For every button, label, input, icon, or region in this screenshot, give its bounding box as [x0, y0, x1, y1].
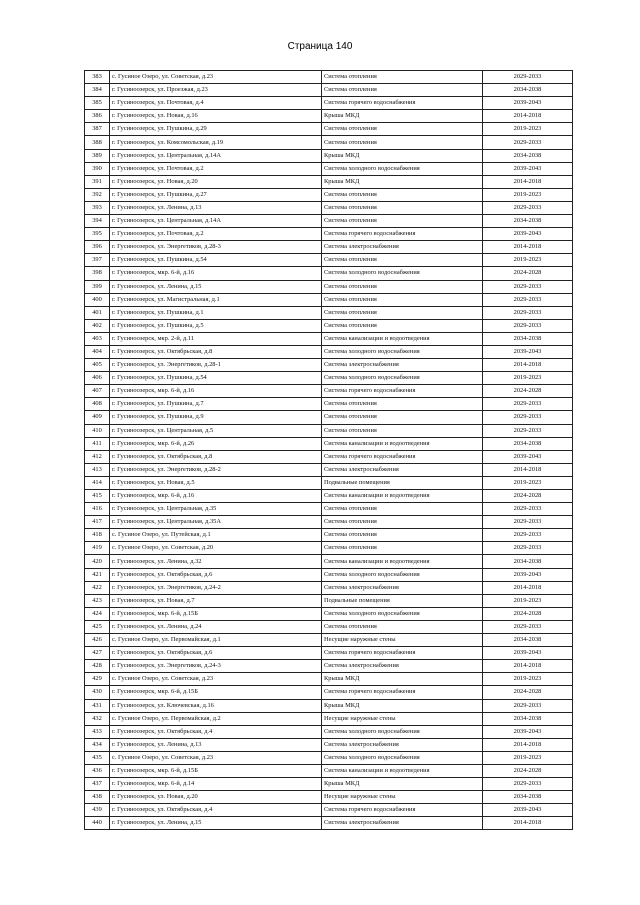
address-cell: г. Гусиноозерск, ул. Пушкина, д.7 [110, 398, 322, 411]
row-number: 417 [85, 516, 110, 529]
period-cell: 2014-2018 [483, 110, 573, 123]
period-cell: 2029-2033 [483, 398, 573, 411]
row-number: 437 [85, 778, 110, 791]
row-number: 388 [85, 136, 110, 149]
address-cell: г. Гусиноозерск, ул. Ленина, д.24 [110, 620, 322, 633]
system-cell: Система отопления [322, 201, 483, 214]
table-row [85, 555, 573, 568]
system-cell: Система отопления [322, 424, 483, 437]
system-cell: Система отопления [322, 306, 483, 319]
address-cell: с. Гусиное Озеро, ул. Первомайская, д.1 [110, 634, 322, 647]
page-title: Страница 140 [287, 41, 353, 52]
period-cell: 2019-2023 [483, 123, 573, 136]
system-cell: Система отопления [322, 542, 483, 555]
table-row [85, 791, 573, 804]
row-number: 395 [85, 228, 110, 241]
system-cell: Система отопления [322, 136, 483, 149]
system-cell: Система холодного водоснабжения [322, 162, 483, 175]
period-cell: 2024-2028 [483, 267, 573, 280]
table-row [85, 267, 573, 280]
table-row [85, 660, 573, 673]
period-cell: 2014-2018 [483, 241, 573, 254]
period-cell: 2029-2033 [483, 306, 573, 319]
system-cell: Система холодного водоснабжения [322, 267, 483, 280]
address-cell: г. Гусиноозерск, мкр. 6-й, д.15Б [110, 686, 322, 699]
table-row [85, 490, 573, 503]
row-number: 423 [85, 594, 110, 607]
table-row [85, 424, 573, 437]
system-cell: Система отопления [322, 188, 483, 201]
row-number: 413 [85, 463, 110, 476]
period-cell: 2039-2043 [483, 97, 573, 110]
address-cell: г. Гусиноозерск, ул. Центральная, д.5 [110, 424, 322, 437]
row-number: 385 [85, 97, 110, 110]
row-number: 398 [85, 267, 110, 280]
row-number: 387 [85, 123, 110, 136]
address-cell: г. Гусиноозерск, ул. Энергетиков, д.24-2 [110, 581, 322, 594]
period-cell: 2029-2033 [483, 699, 573, 712]
address-cell: г. Гусиноозерск, ул. Пушкина, д.27 [110, 188, 322, 201]
period-cell: 2039-2043 [483, 804, 573, 817]
system-cell: Система отопления [322, 319, 483, 332]
address-cell: г. Гусиноозерск, ул. Пушкина, д.1 [110, 306, 322, 319]
address-cell: г. Гусиноозерск, ул. Пушкина, д.29 [110, 123, 322, 136]
row-number: 420 [85, 555, 110, 568]
address-cell: г. Гусиноозерск, ул. Ключевская, д.16 [110, 699, 322, 712]
row-number: 409 [85, 411, 110, 424]
system-cell: Система отопления [322, 503, 483, 516]
period-cell: 2029-2033 [483, 778, 573, 791]
row-number: 400 [85, 293, 110, 306]
row-number: 438 [85, 791, 110, 804]
period-cell: 2029-2033 [483, 201, 573, 214]
table-row [85, 778, 573, 791]
row-number: 411 [85, 437, 110, 450]
address-cell: г. Гусиноозерск, ул. Октябрьская, д.4 [110, 725, 322, 738]
system-cell: Система горячего водоснабжения [322, 97, 483, 110]
row-number: 424 [85, 607, 110, 620]
period-cell: 2029-2033 [483, 136, 573, 149]
period-cell: 2039-2043 [483, 450, 573, 463]
period-cell: 2024-2028 [483, 490, 573, 503]
table-row [85, 620, 573, 633]
system-cell: Система отопления [322, 254, 483, 267]
table-row [85, 581, 573, 594]
row-number: 406 [85, 372, 110, 385]
row-number: 433 [85, 725, 110, 738]
period-cell: 2039-2043 [483, 725, 573, 738]
row-number: 383 [85, 71, 110, 84]
row-number: 396 [85, 241, 110, 254]
period-cell: 2014-2018 [483, 359, 573, 372]
table-row [85, 319, 573, 332]
table-row [85, 463, 573, 476]
table-row [85, 437, 573, 450]
address-cell: г. Гусиноозерск, ул. Ленина, д.13 [110, 201, 322, 214]
period-cell: 2034-2038 [483, 215, 573, 228]
period-cell: 2029-2033 [483, 71, 573, 84]
table-row [85, 738, 573, 751]
row-number: 419 [85, 542, 110, 555]
row-number: 440 [85, 817, 110, 830]
system-cell: Подвальные помещения [322, 476, 483, 489]
address-cell: с. Гусиное Озеро, ул. Советская, д.23 [110, 751, 322, 764]
row-number: 389 [85, 149, 110, 162]
row-number: 384 [85, 84, 110, 97]
row-number: 399 [85, 280, 110, 293]
row-number: 408 [85, 398, 110, 411]
period-cell: 2014-2018 [483, 817, 573, 830]
table-row [85, 804, 573, 817]
system-cell: Система канализации и водоотведения [322, 764, 483, 777]
table-row [85, 699, 573, 712]
period-cell: 2034-2038 [483, 634, 573, 647]
address-cell: г. Гусиноозерск, ул. Центральная, д.14А [110, 149, 322, 162]
address-cell: г. Гусиноозерск, ул. Почтовая, д.4 [110, 97, 322, 110]
table-body [85, 71, 573, 830]
period-cell: 2034-2038 [483, 84, 573, 97]
table-row [85, 634, 573, 647]
table-row [85, 71, 573, 84]
system-cell: Система горячего водоснабжения [322, 647, 483, 660]
system-cell: Система отопления [322, 411, 483, 424]
table-row [85, 673, 573, 686]
system-cell: Система электроснабжения [322, 581, 483, 594]
table-row [85, 306, 573, 319]
table-row [85, 372, 573, 385]
address-cell: г. Гусиноозерск, ул. Пушкина, д.9 [110, 411, 322, 424]
system-cell: Система отопления [322, 398, 483, 411]
table-row [85, 476, 573, 489]
row-number: 427 [85, 647, 110, 660]
row-number: 432 [85, 712, 110, 725]
period-cell: 2039-2043 [483, 228, 573, 241]
table-row [85, 712, 573, 725]
system-cell: Система горячего водоснабжения [322, 385, 483, 398]
address-cell: г. Гусиноозерск, мкр. 2-й, д.11 [110, 332, 322, 345]
table-row [85, 241, 573, 254]
period-cell: 2019-2023 [483, 372, 573, 385]
row-number: 386 [85, 110, 110, 123]
address-cell: г. Гусиноозерск, ул. Пушкина, д.5 [110, 319, 322, 332]
system-cell: Несущие наружные стены [322, 712, 483, 725]
address-cell: г. Гусиноозерск, ул. Почтовая, д.2 [110, 228, 322, 241]
row-number: 435 [85, 751, 110, 764]
table-row [85, 188, 573, 201]
address-cell: г. Гусиноозерск, мкр. 6-й, д.14 [110, 778, 322, 791]
address-cell: г. Гусиноозерск, ул. Ленина, д.15 [110, 280, 322, 293]
row-number: 415 [85, 490, 110, 503]
address-cell: г. Гусиноозерск, ул. Пушкина, д.54 [110, 372, 322, 385]
row-number: 391 [85, 175, 110, 188]
table-row [85, 123, 573, 136]
period-cell: 2029-2033 [483, 293, 573, 306]
table-row [85, 686, 573, 699]
period-cell: 2039-2043 [483, 647, 573, 660]
address-cell: г. Гусиноозерск, ул. Центральная, д.35 [110, 503, 322, 516]
row-number: 403 [85, 332, 110, 345]
period-cell: 2024-2028 [483, 607, 573, 620]
row-number: 418 [85, 529, 110, 542]
row-number: 430 [85, 686, 110, 699]
address-cell: г. Гусиноозерск, ул. Новая, д.20 [110, 175, 322, 188]
table-row [85, 254, 573, 267]
address-cell: г. Гусиноозерск, ул. Новая, д.7 [110, 594, 322, 607]
row-number: 426 [85, 634, 110, 647]
system-cell: Система горячего водоснабжения [322, 804, 483, 817]
period-cell: 2024-2028 [483, 385, 573, 398]
period-cell: 2029-2033 [483, 620, 573, 633]
row-number: 416 [85, 503, 110, 516]
address-cell: с. Гусиное Озеро, ул. Советская, д.23 [110, 71, 322, 84]
system-cell: Система отопления [322, 280, 483, 293]
system-cell: Система холодного водоснабжения [322, 372, 483, 385]
address-cell: г. Гусиноозерск, ул. Ленина, д.15 [110, 817, 322, 830]
table-row [85, 450, 573, 463]
address-cell: г. Гусиноозерск, ул. Комсомольская, д.19 [110, 136, 322, 149]
period-cell: 2014-2018 [483, 463, 573, 476]
system-cell: Крыша МКД [322, 175, 483, 188]
system-cell: Крыша МКД [322, 778, 483, 791]
period-cell: 2014-2018 [483, 175, 573, 188]
address-cell: с. Гусиное Озеро, ул. Путейская, д.1 [110, 529, 322, 542]
row-number: 397 [85, 254, 110, 267]
period-cell: 2019-2023 [483, 188, 573, 201]
address-cell: г. Гусиноозерск, мкр. 6-й, д.15Б [110, 607, 322, 620]
system-cell: Система отопления [322, 620, 483, 633]
address-cell: г. Гусиноозерск, мкр. 6-й, д.16 [110, 267, 322, 280]
row-number: 436 [85, 764, 110, 777]
system-cell: Система отопления [322, 71, 483, 84]
table-row [85, 503, 573, 516]
address-cell: с. Гусиное Озеро, ул. Советская, д.20 [110, 542, 322, 555]
system-cell: Крыша МКД [322, 110, 483, 123]
row-number: 412 [85, 450, 110, 463]
table-row [85, 385, 573, 398]
table-row [85, 97, 573, 110]
period-cell: 2029-2033 [483, 503, 573, 516]
table-row [85, 293, 573, 306]
table-row [85, 607, 573, 620]
address-cell: г. Гусиноозерск, ул. Энергетиков, д.28-2 [110, 463, 322, 476]
row-number: 414 [85, 476, 110, 489]
system-cell: Система электроснабжения [322, 359, 483, 372]
system-cell: Система электроснабжения [322, 660, 483, 673]
system-cell: Система горячего водоснабжения [322, 450, 483, 463]
table-row [85, 149, 573, 162]
system-cell: Система холодного водоснабжения [322, 725, 483, 738]
table-row [85, 332, 573, 345]
system-cell: Система холодного водоснабжения [322, 607, 483, 620]
system-cell: Система отопления [322, 215, 483, 228]
system-cell: Система холодного водоснабжения [322, 751, 483, 764]
row-number: 394 [85, 215, 110, 228]
period-cell: 2019-2023 [483, 476, 573, 489]
table-row [85, 817, 573, 830]
period-cell: 2034-2038 [483, 437, 573, 450]
repair-schedule-table [84, 70, 573, 830]
system-cell: Крыша МКД [322, 699, 483, 712]
period-cell: 2029-2033 [483, 424, 573, 437]
period-cell: 2029-2033 [483, 319, 573, 332]
address-cell: г. Гусиноозерск, ул. Энергетиков, д.24-3 [110, 660, 322, 673]
system-cell: Система канализации и водоотведения [322, 332, 483, 345]
system-cell: Система электроснабжения [322, 738, 483, 751]
period-cell: 2034-2038 [483, 332, 573, 345]
period-cell: 2039-2043 [483, 345, 573, 358]
address-cell: г. Гусиноозерск, ул. Новая, д.16 [110, 110, 322, 123]
table-row [85, 110, 573, 123]
period-cell: 2019-2023 [483, 254, 573, 267]
system-cell: Система электроснабжения [322, 241, 483, 254]
system-cell: Система отопления [322, 293, 483, 306]
table-row [85, 280, 573, 293]
address-cell: с. Гусиное Озеро, ул. Советская, д.23 [110, 673, 322, 686]
table-row [85, 345, 573, 358]
period-cell: 2014-2018 [483, 660, 573, 673]
table-row [85, 594, 573, 607]
table-row [85, 175, 573, 188]
address-cell: с. Гусиное Озеро, ул. Первомайская, д.2 [110, 712, 322, 725]
period-cell: 2034-2038 [483, 149, 573, 162]
table-row [85, 228, 573, 241]
address-cell: г. Гусиноозерск, ул. Новая, д.20 [110, 791, 322, 804]
period-cell: 2014-2018 [483, 738, 573, 751]
row-number: 422 [85, 581, 110, 594]
table-row [85, 647, 573, 660]
period-cell: 2034-2038 [483, 712, 573, 725]
row-number: 428 [85, 660, 110, 673]
row-number: 404 [85, 345, 110, 358]
address-cell: г. Гусиноозерск, ул. Ленина, д.13 [110, 738, 322, 751]
system-cell: Крыша МКД [322, 673, 483, 686]
system-cell: Несущие наружные стены [322, 791, 483, 804]
period-cell: 2024-2028 [483, 686, 573, 699]
table-row [85, 398, 573, 411]
system-cell: Система горячего водоснабжения [322, 228, 483, 241]
system-cell: Система канализации и водоотведения [322, 490, 483, 503]
period-cell: 2024-2028 [483, 764, 573, 777]
system-cell: Система электроснабжения [322, 817, 483, 830]
address-cell: г. Гусиноозерск, ул. Магистральная, д.1 [110, 293, 322, 306]
row-number: 429 [85, 673, 110, 686]
table-row [85, 201, 573, 214]
row-number: 439 [85, 804, 110, 817]
address-cell: г. Гусиноозерск, ул. Октябрьская, д.4 [110, 804, 322, 817]
row-number: 392 [85, 188, 110, 201]
system-cell: Крыша МКД [322, 149, 483, 162]
row-number: 401 [85, 306, 110, 319]
system-cell: Система электроснабжения [322, 463, 483, 476]
period-cell: 2019-2023 [483, 594, 573, 607]
table-row [85, 162, 573, 175]
system-cell: Система холодного водоснабжения [322, 345, 483, 358]
row-number: 421 [85, 568, 110, 581]
row-number: 393 [85, 201, 110, 214]
address-cell: г. Гусиноозерск, мкр. 6-й, д.16 [110, 490, 322, 503]
period-cell: 2039-2043 [483, 568, 573, 581]
address-cell: г. Гусиноозерск, ул. Новая, д.5 [110, 476, 322, 489]
table-row [85, 359, 573, 372]
row-number: 402 [85, 319, 110, 332]
system-cell: Система отопления [322, 84, 483, 97]
address-cell: г. Гусиноозерск, ул. Почтовая, д.2 [110, 162, 322, 175]
system-cell: Несущие наружные стены [322, 634, 483, 647]
table-row [85, 215, 573, 228]
address-cell: г. Гусиноозерск, ул. Октябрьская, д.6 [110, 647, 322, 660]
system-cell: Система отопления [322, 516, 483, 529]
table-row [85, 542, 573, 555]
address-cell: г. Гусиноозерск, ул. Центральная, д.14А [110, 215, 322, 228]
address-cell: г. Гусиноозерск, ул. Октябрьская, д.8 [110, 450, 322, 463]
address-cell: г. Гусиноозерск, ул. Пушкина, д.54 [110, 254, 322, 267]
system-cell: Система холодного водоснабжения [322, 568, 483, 581]
period-cell: 2034-2038 [483, 555, 573, 568]
address-cell: г. Гусиноозерск, мкр. 6-й, д.26 [110, 437, 322, 450]
row-number: 390 [85, 162, 110, 175]
table-row [85, 84, 573, 97]
table-row [85, 725, 573, 738]
address-cell: г. Гусиноозерск, ул. Ленина, д.32 [110, 555, 322, 568]
address-cell: г. Гусиноозерск, ул. Проезжая, д.23 [110, 84, 322, 97]
row-number: 425 [85, 620, 110, 633]
period-cell: 2029-2033 [483, 542, 573, 555]
row-number: 410 [85, 424, 110, 437]
period-cell: 2019-2023 [483, 673, 573, 686]
period-cell: 2039-2043 [483, 162, 573, 175]
period-cell: 2029-2033 [483, 411, 573, 424]
row-number: 405 [85, 359, 110, 372]
period-cell: 2014-2018 [483, 581, 573, 594]
table-row [85, 529, 573, 542]
table-row [85, 568, 573, 581]
system-cell: Система канализации и водоотведения [322, 555, 483, 568]
period-cell: 2029-2033 [483, 516, 573, 529]
system-cell: Система отопления [322, 529, 483, 542]
period-cell: 2019-2023 [483, 751, 573, 764]
address-cell: г. Гусиноозерск, ул. Октябрьская, д.8 [110, 345, 322, 358]
address-cell: г. Гусиноозерск, ул. Центральная, д.35А [110, 516, 322, 529]
table-row [85, 764, 573, 777]
address-cell: г. Гусиноозерск, мкр. 6-й, д.16 [110, 385, 322, 398]
system-cell: Подвальные помещения [322, 594, 483, 607]
row-number: 434 [85, 738, 110, 751]
table-row [85, 136, 573, 149]
address-cell: г. Гусиноозерск, ул. Энергетиков, д.28-3 [110, 241, 322, 254]
system-cell: Система канализации и водоотведения [322, 437, 483, 450]
period-cell: 2029-2033 [483, 529, 573, 542]
system-cell: Система горячего водоснабжения [322, 686, 483, 699]
table-row [85, 516, 573, 529]
table-row [85, 411, 573, 424]
system-cell: Система отопления [322, 123, 483, 136]
row-number: 407 [85, 385, 110, 398]
period-cell: 2029-2033 [483, 280, 573, 293]
table-row [85, 751, 573, 764]
address-cell: г. Гусиноозерск, мкр. 6-й, д.15Б [110, 764, 322, 777]
address-cell: г. Гусиноозерск, ул. Энергетиков, д.28-1 [110, 359, 322, 372]
address-cell: г. Гусиноозерск, ул. Октябрьская, д.6 [110, 568, 322, 581]
period-cell: 2034-2038 [483, 791, 573, 804]
row-number: 431 [85, 699, 110, 712]
